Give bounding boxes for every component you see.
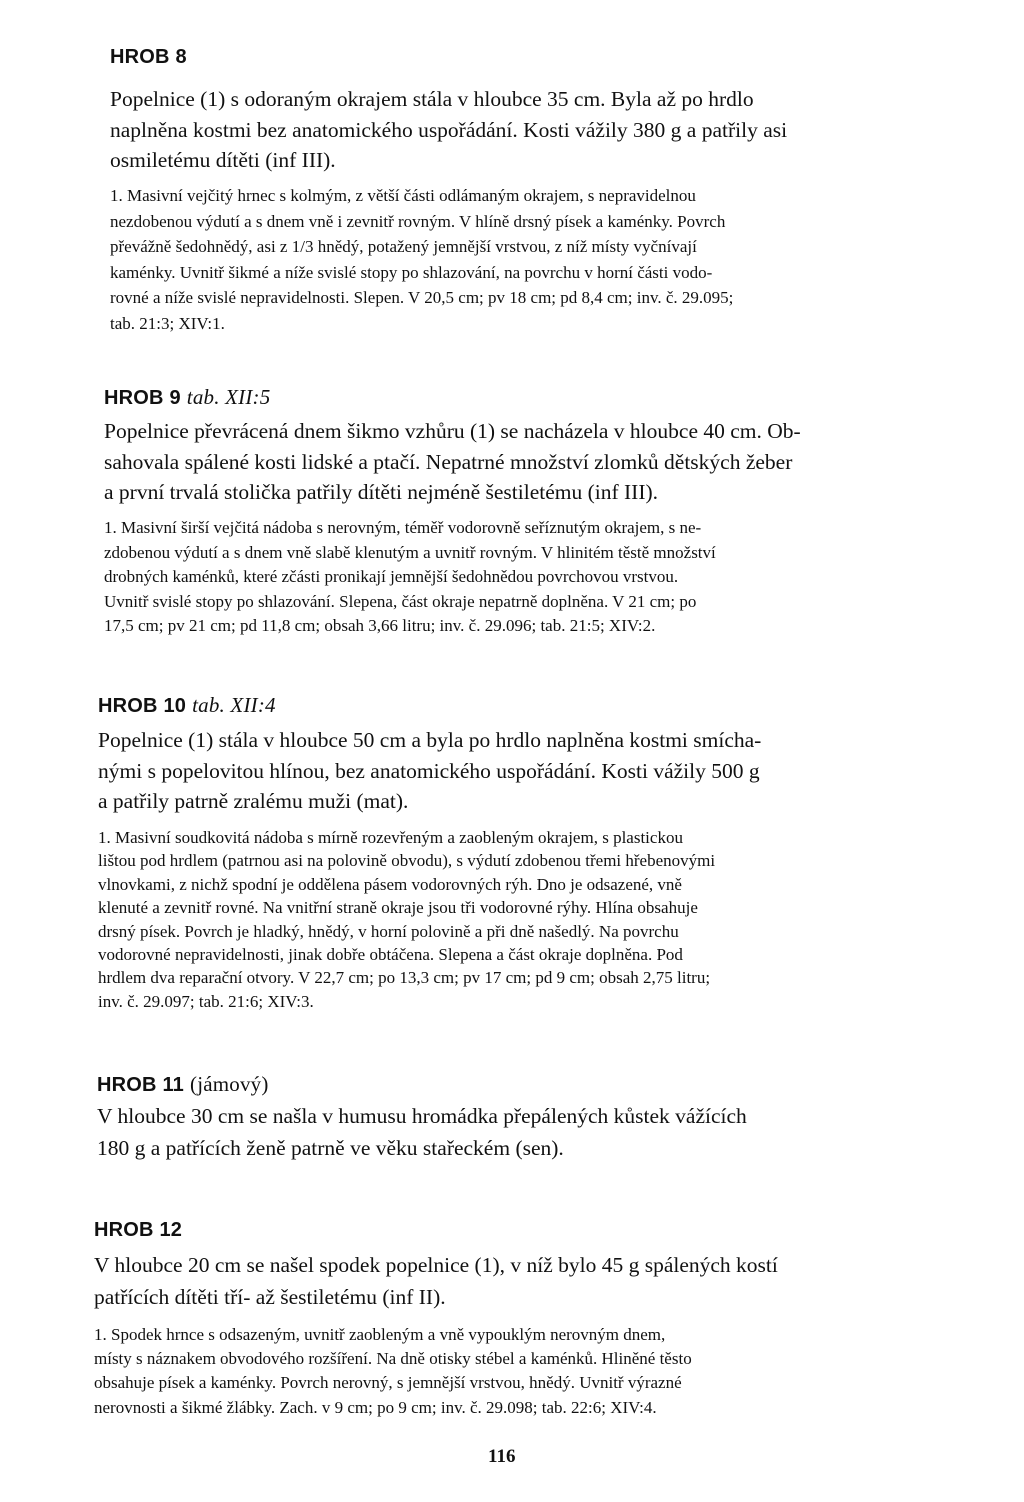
item-description-line: 1. Masivní širší vejčitá nádoba s nerovným, téměř vodorovně seříznutým okrajem, s ne- — [104, 518, 702, 537]
grave-title: HROB 8 — [110, 46, 187, 68]
grave-heading — [98, 693, 276, 718]
item-description-line: místy s náznakem obvodového rozšíření. Na dně otisky stébel a kaménků. Hliněné těsto — [94, 1349, 692, 1369]
intro-line: V hloubce 20 cm se našel spodek popelnice (1), v níž bylo 45 g spálených kostí — [94, 1253, 778, 1277]
item-description-line: nerovnosti a šikmé žlábky. Zach. v 9 cm; po 9 cm; inv. č. 29.098; tab. 22:6; XIV:4. — [94, 1397, 657, 1417]
intro-line: Popelnice (1) stála v hloubce 50 cm a byla po hrdlo naplněna kostmi smícha- — [98, 728, 762, 752]
page-number: 116 — [488, 1446, 516, 1467]
item-description-line: 17,5 cm; pv 21 cm; pd 11,8 cm; obsah 3,66 litru; inv. č. 29.096; tab. 21:5; XIV:2. — [104, 616, 656, 635]
item-description-line: kaménky. Uvnitř šikmé a níže svislé stopy po shlazování, na povrchu v horní části vodo- — [110, 262, 713, 282]
item-description-line: hrdlem dva reparační otvory. V 22,7 cm; po 13,3 cm; pv 17 cm; pd 9 cm; obsah 2,75 litru; — [98, 968, 711, 988]
item-description-line: drsný písek. Povrch je hladký, hnědý, v horní polovině a při dně našedlý. Na povrchu — [98, 921, 679, 941]
item-description-line: rovné a níže svislé nepravidelnosti. Slepen. V 20,5 cm; pv 18 cm; pd 8,4 cm; inv. č. 29.095; — [110, 288, 734, 308]
grave-title: HROB 12 — [94, 1219, 183, 1241]
grave-title: HROB 9 — [104, 387, 181, 409]
grave-title: HROB 11 — [97, 1074, 184, 1096]
item-description-line: tab. 21:3; XIV:1. — [110, 314, 225, 333]
item-description-line: lištou pod hrdlem (patrnou asi na polovině obvodu), s výdutí zdobenou třemi hřebenovými — [98, 851, 716, 871]
item-description-line: zdobenou výdutí a s dnem vně slabě klenutým a uvnitř rovným. V hlinitém těstě množství — [104, 542, 716, 562]
intro-line: Popelnice převrácená dnem šikmo vzhůru (1) se nacházela v hloubce 40 cm. Ob- — [104, 419, 801, 443]
item-description-line: nezdobenou výdutí a s dnem vně i zevnitř rovným. V hlíně drsný písek a kaménky. Povrch — [110, 211, 726, 231]
item-description-line: vlnovkami, z nichž spodní je oddělena pásem vodorovných rýh. Dno je odsazené, vně — [98, 874, 682, 894]
intro-line: osmiletému dítěti (inf III). — [110, 148, 336, 172]
intro-line: naplněna kostmi bez anatomického uspořádání. Kosti vážily 380 g a patřily asi — [110, 117, 788, 142]
item-description-line: 1. Spodek hrnce s odsazeným, uvnitř zaobleným a vně vypouklým nerovným dnem, — [94, 1325, 666, 1344]
item-description-line: 1. Masivní soudkovitá nádoba s mírně rozevřeným a zaobleným okrajem, s plastickou — [98, 828, 683, 847]
intro-line: Popelnice (1) s odoraným okrajem stála v hloubce 35 cm. Byla až po hrdlo — [110, 87, 754, 111]
intro-line: a patřily patrně zralému muži (mat). — [98, 789, 409, 813]
item-description-line: 1. Masivní vejčitý hrnec s kolmým, z větší části odlámaným okrajem, s nepravidelnou — [110, 186, 696, 205]
item-description-line: převážně šedohnědý, asi z 1/3 hnědý, potažený jemnější vrstvou, z níž místy vyčnívají — [110, 237, 697, 257]
intro-line: V hloubce 30 cm se našla v humusu hromádka přepálených kůstek vážících — [97, 1104, 747, 1128]
intro-line: patřících dítěti tří- až šestiletému (inf II). — [94, 1285, 446, 1309]
intro-line: a první trvalá stolička patřily dítěti nejméně šestiletému (inf III). — [104, 480, 659, 504]
intro-line: sahovala spálené kosti lidské a ptačí. Nepatrné množství zlomků dětských žeber — [104, 449, 793, 474]
grave-heading — [94, 1219, 182, 1242]
intro-line: 180 g a patřících ženě patrně ve věku stařeckém (sen). — [97, 1136, 564, 1160]
plate-reference: tab. XII:5 — [186, 385, 271, 409]
item-description-line: Uvnitř svislé stopy po shlazování. Slepena, část okraje nepatrně doplněna. V 21 cm; po — [104, 591, 697, 611]
item-description-line: drobných kaménků, které zčásti pronikají jemnější šedohnědou povrchovou vrstvou. — [104, 567, 679, 586]
item-description-line: inv. č. 29.097; tab. 21:6; XIV:3. — [98, 991, 314, 1011]
item-description-line: klenuté a zevnitř rovné. Na vnitřní straně okraje jsou tři vodorovné rýhy. Hlína obsahuje — [98, 898, 698, 918]
grave-heading — [104, 385, 270, 410]
grave-title: HROB 10 — [98, 695, 187, 717]
intro-line: nými s popelovitou hlínou, bez anatomického uspořádání. Kosti vážily 500 g — [98, 758, 760, 783]
grave-heading — [97, 1072, 269, 1097]
item-description-line: obsahuje písek a kaménky. Povrch nerovný, s jemnější vrstvou, hnědý. Uvnitř výrazné — [94, 1373, 682, 1393]
plate-reference: tab. XII:4 — [192, 693, 276, 717]
item-description-line: vodorovné nepravidelnosti, jinak dobře obtáčena. Slepena a část okraje doplněna. Pod — [98, 945, 683, 964]
grave-type-note: (jámový) — [190, 1072, 269, 1096]
grave-heading — [110, 46, 187, 69]
